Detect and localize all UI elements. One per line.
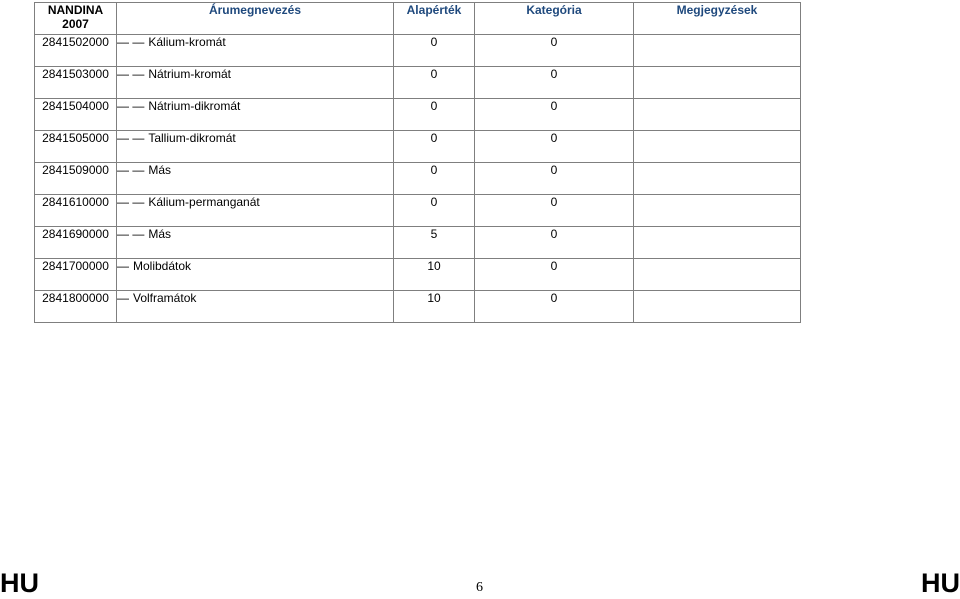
row-description-cell — [117, 67, 394, 99]
table-row — [35, 195, 801, 227]
row-category: 0 — [475, 35, 634, 67]
table-row — [35, 291, 801, 323]
row-base-rate: 0 — [394, 195, 475, 227]
row-category: 0 — [475, 195, 634, 227]
row-base-rate: 10 — [394, 291, 475, 323]
row-dash: — — [117, 259, 129, 273]
header-category: Kategória — [475, 3, 634, 35]
row-notes — [634, 291, 801, 323]
row-description: Molibdátok — [133, 259, 192, 273]
row-dash: — — — [117, 99, 145, 113]
table-row — [35, 131, 801, 163]
row-category: 0 — [475, 163, 634, 195]
footer-country-left: HU — [0, 568, 39, 598]
row-code: 2841800000 — [35, 291, 117, 323]
row-code: 2841690000 — [35, 227, 117, 259]
row-category: 0 — [475, 291, 634, 323]
row-code: 2841610000 — [35, 195, 117, 227]
row-notes — [634, 99, 801, 131]
row-base-rate: 10 — [394, 259, 475, 291]
row-base-rate: 0 — [394, 35, 475, 67]
row-code: 2841509000 — [35, 163, 117, 195]
table-row — [35, 99, 801, 131]
row-notes — [634, 131, 801, 163]
row-notes — [634, 195, 801, 227]
row-code: 2841503000 — [35, 67, 117, 99]
row-description: Kálium-permanganát — [148, 195, 260, 209]
row-description-cell — [117, 99, 394, 131]
row-description: Más — [148, 163, 172, 177]
table-header-row — [35, 3, 801, 35]
row-dash: — — — [117, 227, 145, 241]
row-base-rate: 0 — [394, 67, 475, 99]
row-notes — [634, 67, 801, 99]
row-code: 2841505000 — [35, 131, 117, 163]
row-base-rate: 0 — [394, 163, 475, 195]
row-base-rate: 0 — [394, 131, 475, 163]
row-description-cell — [117, 35, 394, 67]
row-notes — [634, 163, 801, 195]
row-dash: — — — [117, 195, 145, 209]
row-code: 2841504000 — [35, 99, 117, 131]
row-description: Tallium-dikromát — [148, 131, 236, 145]
row-description-cell — [117, 259, 394, 291]
table-row — [35, 259, 801, 291]
header-nandina-code — [35, 3, 117, 35]
row-notes — [634, 35, 801, 67]
page-number: 6 — [476, 580, 483, 595]
row-category: 0 — [475, 67, 634, 99]
tariff-table — [34, 2, 801, 323]
header-base-rate: Alapérték — [394, 3, 475, 35]
table-row — [35, 35, 801, 67]
row-base-rate: 0 — [394, 99, 475, 131]
header-notes: Megjegyzések — [634, 3, 801, 35]
table-row — [35, 227, 801, 259]
header-nandina-year: 2007 — [62, 17, 89, 31]
row-dash: — — — [117, 131, 145, 145]
row-code: 2841700000 — [35, 259, 117, 291]
row-description: Más — [148, 227, 172, 241]
row-category: 0 — [475, 131, 634, 163]
row-dash: — — — [117, 35, 145, 49]
table-row — [35, 67, 801, 99]
header-nandina-label: NANDINA — [47, 3, 104, 17]
row-dash: — — — [117, 67, 145, 81]
row-description-cell — [117, 131, 394, 163]
row-description: Kálium-kromát — [148, 35, 226, 49]
row-dash: — — — [117, 163, 145, 177]
row-description: Volframátok — [133, 291, 197, 305]
row-description: Nátrium-kromát — [148, 67, 232, 81]
table-row — [35, 163, 801, 195]
row-dash: — — [117, 291, 129, 305]
row-description-cell — [117, 227, 394, 259]
row-description: Nátrium-dikromát — [148, 99, 241, 113]
row-description-cell — [117, 163, 394, 195]
row-code: 2841502000 — [35, 35, 117, 67]
header-description: Árumegnevezés — [117, 3, 394, 35]
row-description-cell — [117, 291, 394, 323]
row-category: 0 — [475, 99, 634, 131]
footer-country-right: HU — [921, 568, 960, 598]
row-category: 0 — [475, 227, 634, 259]
row-description-cell — [117, 195, 394, 227]
row-notes — [634, 259, 801, 291]
row-notes — [634, 227, 801, 259]
row-base-rate: 5 — [394, 227, 475, 259]
row-category: 0 — [475, 259, 634, 291]
